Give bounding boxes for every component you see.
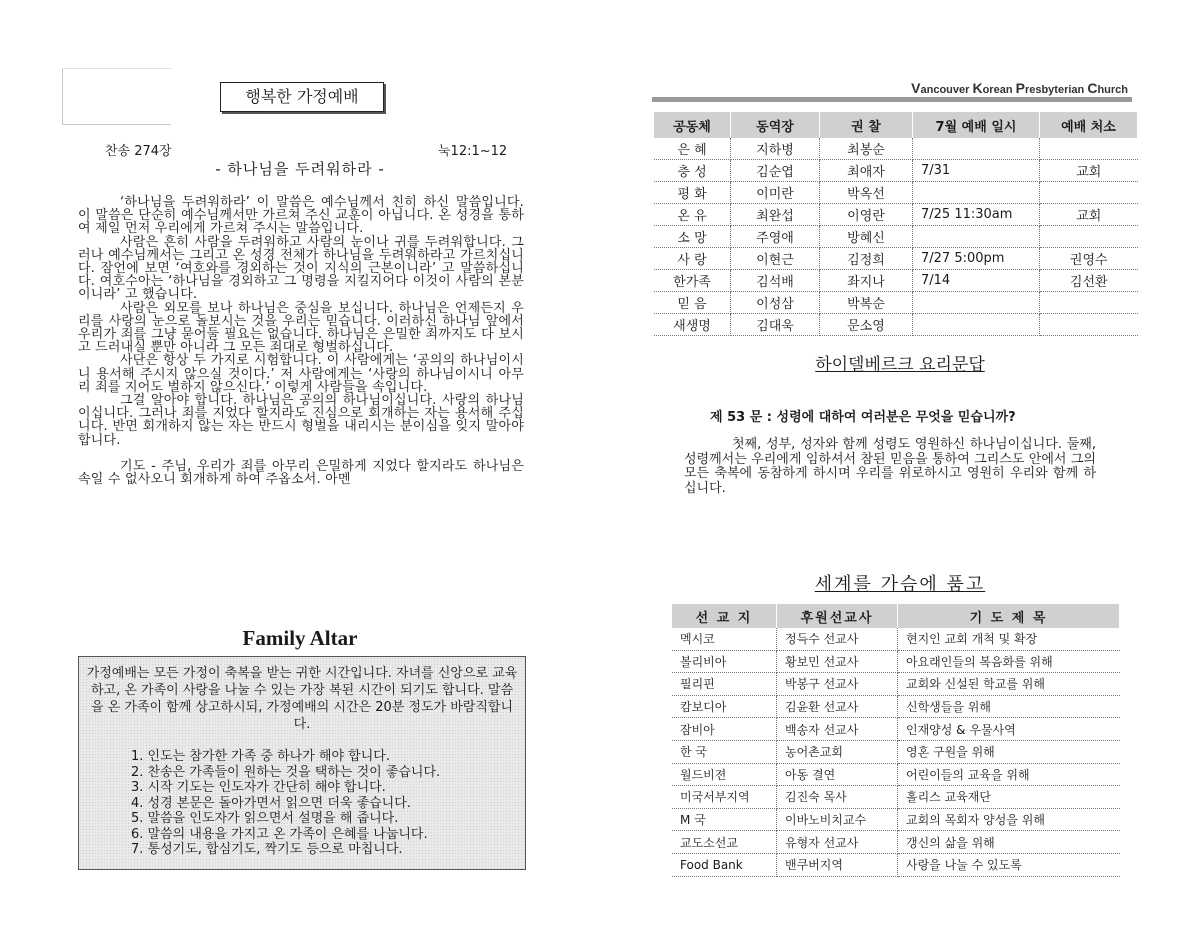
table-cell: 영혼 구원을 위해 — [898, 740, 1120, 763]
column-header: 권 찰 — [820, 112, 913, 138]
column-header: 기 도 제 목 — [898, 604, 1120, 628]
family-altar-intro: 가정예배는 모든 가정이 축복을 받는 귀한 시간입니다. 자녀를 신앙으로 교육 하고, 온 가족이 사랑을 나눌 수 있는 가장 복된 시간이 되기도 합니다. 말씀을 온 가족이 함께 상고하시되, 가정예배의 시간은 20분 정도가 바람직합니다. — [86, 666, 518, 732]
table-cell — [913, 138, 1040, 160]
corner-frame — [62, 68, 171, 125]
table-cell: M 국 — [672, 808, 777, 831]
table-cell: 교회 — [1040, 160, 1138, 182]
table-cell: 교회의 목회자 양성을 위해 — [898, 808, 1120, 831]
table-header-row — [654, 112, 1138, 138]
catechism-title: 하이델베르크 요리문답 — [815, 355, 985, 375]
column-header: 공동체 — [654, 112, 731, 138]
family-altar-list — [131, 749, 440, 858]
sermon-paragraph: 사단은 항상 두 가지로 시험합니다. 이 사람에게는 ‘공의의 하나님이시니 용서해 주시지 않으실 것이다.’ 저 사람에게는 ‘사랑의 하나님이시니 아무리 죄를 지어도 벌하지 않으신다.’ 이렇게 사람들을 속입니다. — [78, 353, 524, 395]
hymn-number: 찬송 274장 — [105, 144, 172, 159]
table-cell: 이현근 — [731, 248, 820, 270]
table-cell: 7/31 — [913, 160, 1040, 182]
table-cell: 홀리스 교육재단 — [898, 786, 1120, 809]
table-cell: 아동 결연 — [777, 763, 898, 786]
table-row — [672, 786, 1120, 809]
right-page — [600, 0, 1200, 930]
table-cell: 교회와 신설된 학교를 위해 — [898, 673, 1120, 696]
column-header: 후원선교사 — [777, 604, 898, 628]
sermon-paragraph: 사람은 외모를 보나 하나님은 중심을 보십니다. 하나님은 언제든지 우리를 사랑의 눈으로 돌보시는 것을 우리는 믿습니다. 이러하신 하나님 앞에서 우리가 죄를 그냥 묻어둘 필요는 없습니다. 하나님은 은밀한 죄까지도 다 보시고 드러내실 뿐만 아니라 그 모든 죄대로 형벌하십니다. — [78, 300, 524, 356]
table-cell: 7/14 — [913, 270, 1040, 292]
table-cell — [1040, 138, 1138, 160]
list-item: 4. 성경 본문은 돌아가면서 읽으면 더욱 좋습니다. — [131, 795, 411, 811]
table-cell: 현지인 교회 개척 및 확장 — [898, 628, 1120, 650]
family-altar-title: Family Altar — [242, 626, 358, 650]
table-cell: 황보민 선교사 — [777, 650, 898, 673]
table-cell: 월드비젼 — [672, 763, 777, 786]
table-row — [672, 808, 1120, 831]
table-row — [672, 763, 1120, 786]
page-title: 행복한 가정예배 — [220, 82, 384, 112]
table-cell: 이미란 — [731, 182, 820, 204]
missions-title: 세계를 가슴에 품고 — [814, 574, 986, 595]
table-row — [654, 160, 1138, 182]
church-name: Vancouver Korean Presbyterian Church — [911, 80, 1128, 96]
table-cell: 주영애 — [731, 226, 820, 248]
table-cell: 7/27 5:00pm — [913, 248, 1040, 270]
table-cell — [913, 314, 1040, 336]
table-cell: 김선환 — [1040, 270, 1138, 292]
sermon-body — [78, 196, 524, 486]
table-row — [654, 248, 1138, 270]
table-cell: Food Bank — [672, 853, 777, 876]
table-cell: 미국서부지역 — [672, 786, 777, 809]
table-cell: 새생명 — [654, 314, 731, 336]
table-cell: 온 유 — [654, 204, 731, 226]
table-row — [672, 695, 1120, 718]
table-cell: 캄보디아 — [672, 695, 777, 718]
table-cell: 좌지나 — [820, 270, 913, 292]
table-cell: 멕시코 — [672, 628, 777, 650]
sermon-paragraph: 사람은 흔히 사람을 두려워하고 사람의 눈이나 귀를 두려워합니다. 그러나 예수님께서는 그리고 온 성경 전체가 하나님을 두려워하라고 가르치십니다. 잠언에 보면 ‘여호와를 경외하는 것이 지식의 근본이니라’ 고 말씀하십니다. 여호수아는 ‘하나님을 경외하고 그 명령을 지킬지어다 이것이 사람의 본분이니라’ 고 했습니다. — [78, 234, 524, 303]
table-cell: 한 국 — [672, 740, 777, 763]
table-cell: 필리핀 — [672, 673, 777, 696]
table-row — [654, 138, 1138, 160]
table-cell: 권영수 — [1040, 248, 1138, 270]
table-cell: 충 성 — [654, 160, 731, 182]
scripture-reference: 눅12:1~12 — [438, 144, 508, 159]
table-cell: 교도소선교 — [672, 831, 777, 854]
table-cell: 지하병 — [731, 138, 820, 160]
table-cell: 최애자 — [820, 160, 913, 182]
table-cell: 사랑을 나눌 수 있도록 — [898, 853, 1120, 876]
column-header: 예배 처소 — [1040, 112, 1138, 138]
table-row — [672, 853, 1120, 876]
table-cell: 방혜신 — [820, 226, 913, 248]
sermon-paragraph: ‘하나님을 두려워하라’ 이 말씀은 예수님께서 친히 하신 말씀입니다. 이 말씀은 단순히 예수님께서만 가르쳐 주신 교훈이 아닙니다. 온 성경을 통하여 제일 먼저 우리에게 가르쳐 주시는 말씀입니다. — [78, 195, 524, 237]
table-cell — [1040, 182, 1138, 204]
table-cell: 사 랑 — [654, 248, 731, 270]
table-cell: 이바노비치교수 — [777, 808, 898, 831]
table-row — [672, 628, 1120, 650]
table-cell: 교회 — [1040, 204, 1138, 226]
header-rule — [652, 97, 1132, 102]
column-header: 선 교 지 — [672, 604, 777, 628]
table-cell: 어린이들의 교육을 위해 — [898, 763, 1120, 786]
table-cell: 유형자 선교사 — [777, 831, 898, 854]
list-item: 1. 인도는 참가한 가족 중 하나가 해야 합니다. — [131, 749, 390, 764]
table-cell: 인재양성 & 우물사역 — [898, 718, 1120, 741]
list-item: 6. 말씀의 내용을 가지고 온 가족이 은혜를 나눕니다. — [131, 826, 428, 842]
table-cell — [1040, 314, 1138, 336]
table-cell: 박옥선 — [820, 182, 913, 204]
table-cell: 최완섭 — [731, 204, 820, 226]
table-row — [654, 270, 1138, 292]
column-header: 7월 예배 일시 — [913, 112, 1040, 138]
table-cell: 밴쿠버지역 — [777, 853, 898, 876]
table-row — [672, 718, 1120, 741]
sermon-paragraph: 그걸 알아야 합니다. 하나님은 공의의 하나님이십니다. 사랑의 하나님이십니다. 그러나 죄를 지었다 할지라도 진심으로 회개하는 자는 용서해 주십니다. 반면 회개하지 않는 자는 반드시 형벌을 내리시는 분이심을 잊지 말아야 합니다. — [78, 393, 524, 448]
table-row — [654, 226, 1138, 248]
table-cell: 이성삼 — [731, 292, 820, 314]
table-cell: 백송자 선교사 — [777, 718, 898, 741]
list-item: 5. 말씀을 인도자가 읽으면서 설명을 해 줍니다. — [131, 811, 399, 826]
table-cell: 갱신의 삶을 위해 — [898, 831, 1120, 854]
table-row — [672, 831, 1120, 854]
table-cell: 잠비아 — [672, 718, 777, 741]
table-cell: 김윤환 선교사 — [777, 695, 898, 718]
sermon-title: - 하나님을 두려워하라 - — [215, 160, 385, 178]
table-cell: 김대욱 — [731, 314, 820, 336]
table-cell: 볼리비아 — [672, 650, 777, 673]
table-cell: 아요래인들의 복음화를 위해 — [898, 650, 1120, 673]
catechism-question: 제 53 문 : 성령에 대하여 여러분은 무엇을 믿습니까? — [710, 410, 1016, 425]
list-item: 2. 찬송은 가족들이 원하는 것을 택하는 것이 좋습니다. — [131, 764, 441, 780]
list-item: 7. 통성기도, 합심기도, 짝기도 등으로 마칩니다. — [131, 842, 403, 857]
table-cell — [913, 182, 1040, 204]
table-row — [672, 740, 1120, 763]
table-row — [672, 650, 1120, 673]
table-cell — [1040, 292, 1138, 314]
table-cell: 소 망 — [654, 226, 731, 248]
table-cell: 박봉구 선교사 — [777, 673, 898, 696]
missions-table — [672, 604, 1120, 877]
table-cell — [913, 226, 1040, 248]
table-row — [654, 182, 1138, 204]
table-cell — [913, 292, 1040, 314]
table-cell: 문소영 — [820, 314, 913, 336]
prayer-text: 기도 - 주님, 우리가 죄를 아무리 은밀하게 지었다 할지라도 하나님은 속일 수 없사오니 회개하게 하여 주옵소서. 아멘 — [78, 458, 524, 488]
table-cell: 김순엽 — [731, 160, 820, 182]
cell-group-table — [654, 112, 1138, 336]
family-altar-box — [78, 656, 526, 870]
table-cell: 믿 음 — [654, 292, 731, 314]
table-row — [654, 204, 1138, 226]
table-cell: 신학생들을 위해 — [898, 695, 1120, 718]
table-cell: 박복순 — [820, 292, 913, 314]
table-cell — [1040, 226, 1138, 248]
catechism-answer: 첫째, 성부, 성자와 함께 성령도 영원하신 하나님이십니다. 둘째, 성령께서는 우리에게 임하셔서 참된 믿음을 통하여 그리스도 안에서 그의 모든 축복에 동참하게 하시며 우리를 위로하시고 영원히 우리와 함께 하십니다. — [684, 437, 1096, 496]
table-cell: 농어촌교회 — [777, 740, 898, 763]
table-cell: 7/25 11:30am — [913, 204, 1040, 226]
table-cell: 평 화 — [654, 182, 731, 204]
table-cell: 최봉순 — [820, 138, 913, 160]
table-cell: 은 혜 — [654, 138, 731, 160]
table-row — [672, 673, 1120, 696]
table-cell: 정득수 선교사 — [777, 628, 898, 650]
table-cell: 한가족 — [654, 270, 731, 292]
table-row — [654, 292, 1138, 314]
table-cell: 김정희 — [820, 248, 913, 270]
list-item: 3. 시작 기도는 인도자가 간단히 해야 합니다. — [131, 780, 386, 795]
table-cell: 김진숙 목사 — [777, 786, 898, 809]
table-cell: 김석배 — [731, 270, 820, 292]
table-header-row — [672, 604, 1120, 628]
table-cell: 이영란 — [820, 204, 913, 226]
column-header: 동역장 — [731, 112, 820, 138]
table-row — [654, 314, 1138, 336]
